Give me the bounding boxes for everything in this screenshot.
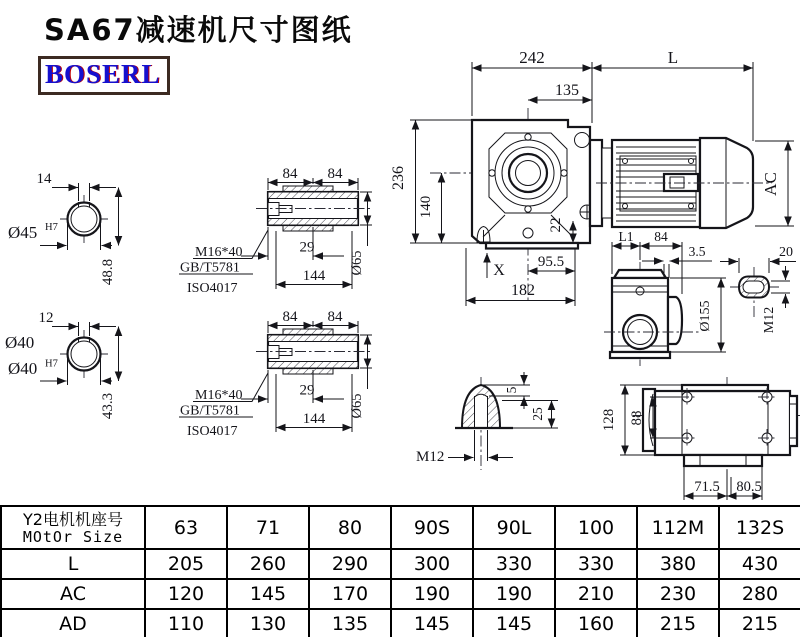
dim-label: 84 <box>327 166 343 182</box>
table-cell: 215 <box>719 609 800 637</box>
dim-label: 29 <box>299 239 315 256</box>
table-cell: 260 <box>227 549 309 579</box>
dim-label: 12 <box>38 310 54 326</box>
standard-label: GB/T5781 <box>180 403 240 419</box>
dim-label: 3.5 <box>688 244 706 259</box>
dim-label: Ø40 <box>5 333 35 352</box>
shaft-end-view-top <box>5 171 119 352</box>
table-cell: 330 <box>555 549 637 579</box>
front-view <box>390 48 794 306</box>
dim-label: 140 <box>418 195 434 219</box>
table-cell: 190 <box>473 579 555 609</box>
dim-label: 71.5 <box>694 479 720 495</box>
dim-label: 84 <box>327 309 343 325</box>
dim-label: 29 <box>299 382 315 399</box>
dim-label: Ø45 <box>8 223 38 242</box>
bottom-view <box>601 377 800 500</box>
dim-label: AC <box>761 172 780 196</box>
dim-label: 80.5 <box>736 479 762 495</box>
brand-logo-text: BOSERL <box>45 59 161 89</box>
column-header: 132S <box>719 506 800 549</box>
dim-label: 135 <box>555 82 579 99</box>
table-cell: 120 <box>145 579 227 609</box>
table-header-motor-size <box>1 506 145 549</box>
dim-label: M12 <box>416 449 445 465</box>
dim-label: Ø40 <box>8 359 38 378</box>
dim-tolerance-label: H7 <box>45 222 58 233</box>
table-cell: 145 <box>227 579 309 609</box>
table-cell: 135 <box>309 609 391 637</box>
table-header-row <box>1 506 800 549</box>
dim-label: 43.3 <box>100 392 116 420</box>
table-cell: 145 <box>391 609 473 637</box>
dim-label: 84 <box>282 166 298 182</box>
bolt-spec-label: M16*40 <box>195 388 243 403</box>
dim-tolerance-label: H7 <box>45 358 58 370</box>
standard-label: GB/T5781 <box>180 260 240 276</box>
view-marker-label: X <box>493 262 505 279</box>
column-header: 90S <box>391 506 473 549</box>
dim-label: 128 <box>601 408 617 432</box>
dim-label: L1 <box>618 229 634 244</box>
dim-label: 48.8 <box>100 258 116 286</box>
row-label: L <box>1 549 145 579</box>
table-cell: 210 <box>555 579 637 609</box>
column-header: 63 <box>145 506 227 549</box>
row-label: AD <box>1 609 145 637</box>
dim-label: 20 <box>779 245 793 260</box>
dim-label: 22 <box>548 217 564 233</box>
dim-label: 14 <box>36 171 52 187</box>
standard-label: ISO4017 <box>187 281 238 296</box>
table-cell: 110 <box>145 609 227 637</box>
table-cell: 230 <box>637 579 719 609</box>
row-label: AC <box>1 579 145 609</box>
table-row <box>1 549 800 579</box>
column-header: 80 <box>309 506 391 549</box>
bolt-spec-label: M16*40 <box>195 245 243 260</box>
page-title: SA67减速机尺寸图纸 <box>44 13 353 47</box>
table-cell: 215 <box>637 609 719 637</box>
table-cell: 130 <box>227 609 309 637</box>
column-header: 71 <box>227 506 309 549</box>
table-cell: 280 <box>719 579 800 609</box>
table-row <box>1 579 800 609</box>
dim-label: Ø155 <box>698 300 713 332</box>
column-header: 112M <box>637 506 719 549</box>
dim-label: 236 <box>390 166 407 190</box>
table-cell: 380 <box>637 549 719 579</box>
table-cell: 145 <box>473 609 555 637</box>
table-cell: 205 <box>145 549 227 579</box>
dim-label: Ø65 <box>349 393 365 419</box>
dim-label: 25 <box>530 407 545 421</box>
motor-size-table <box>0 505 800 637</box>
dim-label: 242 <box>519 48 545 67</box>
table-cell: 330 <box>473 549 555 579</box>
dim-label: 144 <box>302 411 326 427</box>
column-header: 100 <box>555 506 637 549</box>
table-cell: 190 <box>391 579 473 609</box>
dim-label: 144 <box>302 268 326 284</box>
hollow-shaft-view-top <box>179 166 372 296</box>
table-cell: 300 <box>391 549 473 579</box>
standard-label: ISO4017 <box>187 424 238 439</box>
dim-label: M12 <box>762 306 777 334</box>
dim-label: L <box>667 48 679 67</box>
dim-label: 88 <box>629 410 645 426</box>
shaft-end-view-bottom <box>8 310 119 419</box>
table-cell: 170 <box>309 579 391 609</box>
plug-detail <box>416 372 558 470</box>
dim-label: 5 <box>504 386 519 394</box>
table-row <box>1 609 800 637</box>
dim-label: 84 <box>282 309 298 325</box>
side-view <box>604 229 796 366</box>
dim-label: 95.5 <box>537 254 565 270</box>
dim-label: Ø65 <box>349 250 365 276</box>
dim-label: 84 <box>654 229 668 244</box>
table-cell: 160 <box>555 609 637 637</box>
column-header: 90L <box>473 506 555 549</box>
table-cell: 430 <box>719 549 800 579</box>
hollow-shaft-view-bottom <box>179 309 372 439</box>
table-cell: 290 <box>309 549 391 579</box>
table-header-cn: Y2电机机座号 <box>23 509 123 529</box>
dim-label: 182 <box>511 282 535 299</box>
table-header-en: MOtOr Size <box>22 527 124 546</box>
